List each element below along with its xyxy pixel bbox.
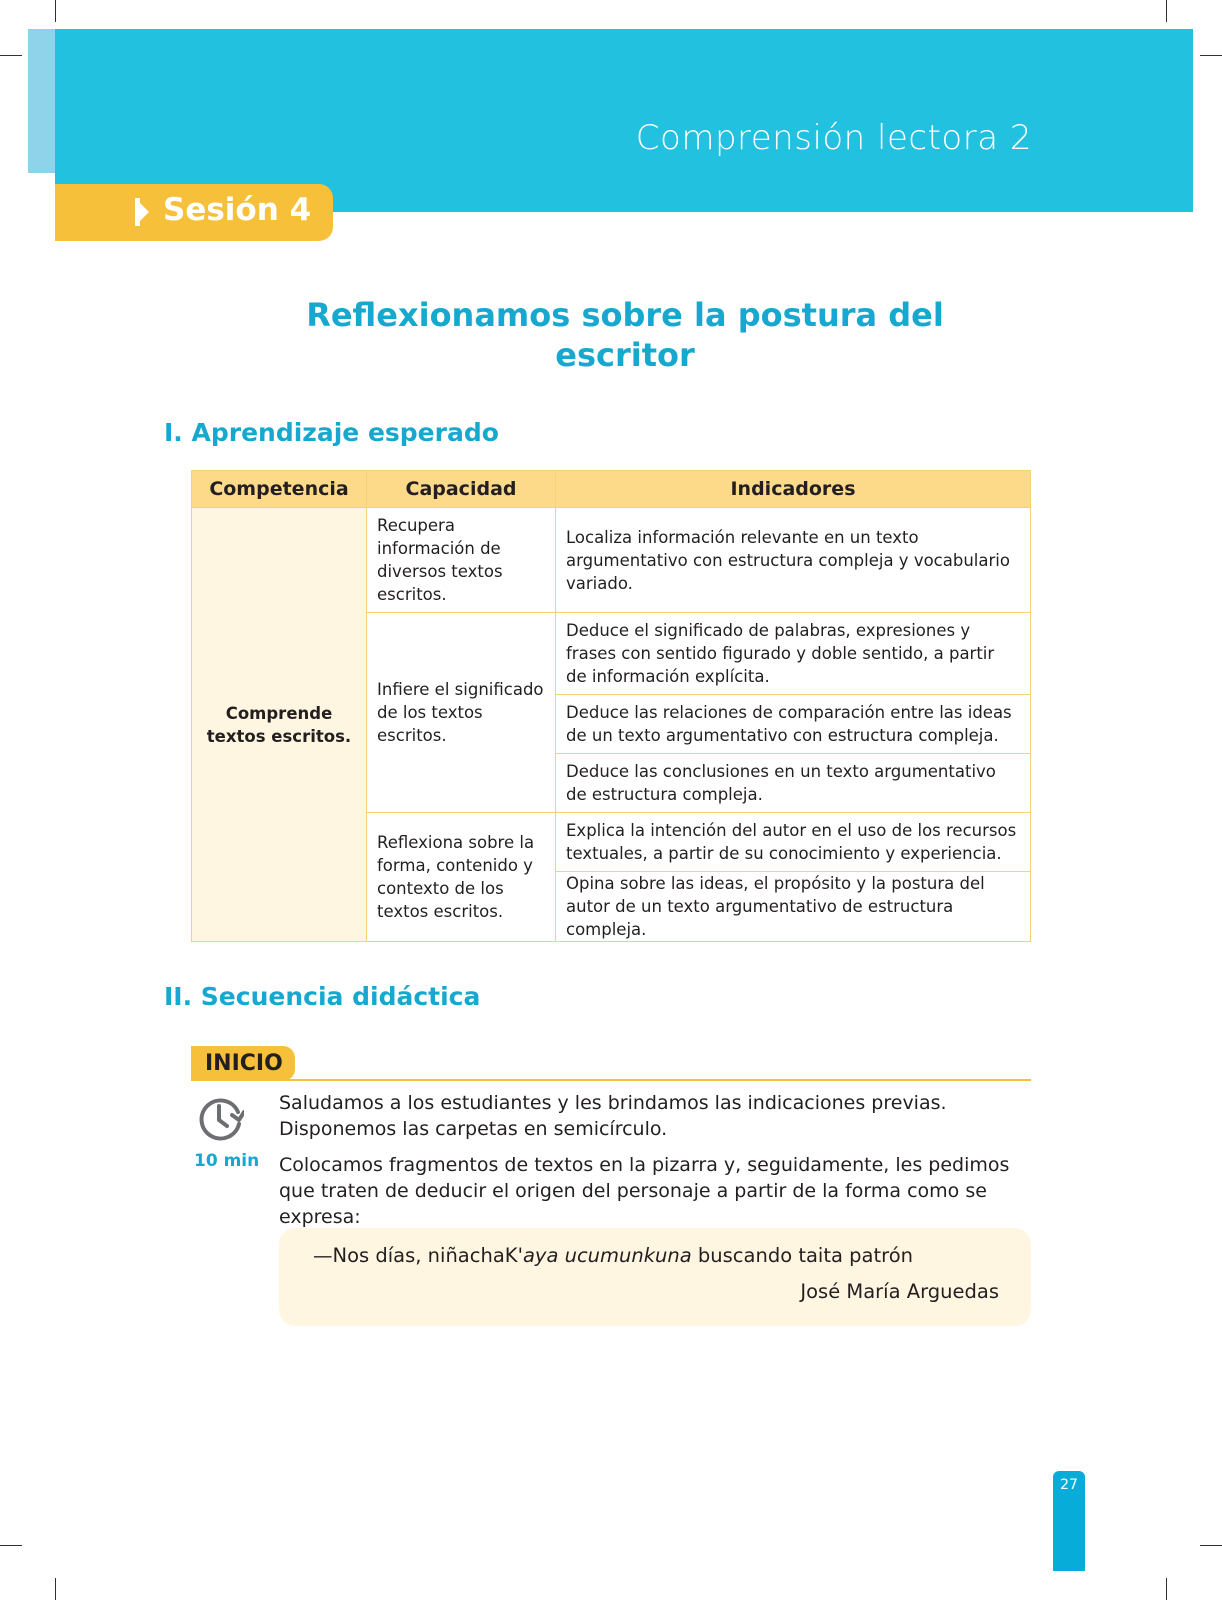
quote-italic: aya ucumunkuna bbox=[522, 1244, 692, 1267]
quote-suffix: buscando taita patrón bbox=[691, 1244, 913, 1267]
inicio-paragraph-1: Saludamos a los estudiantes y les brindamos las indicaciones previas. Disponemos las carpetas en semicírculo. bbox=[279, 1092, 947, 1140]
capacidad-cell: Reflexiona sobre la forma, contenido y contexto de los textos escritos. bbox=[367, 813, 556, 942]
crop-mark bbox=[1200, 55, 1222, 56]
clock-icon bbox=[198, 1096, 244, 1142]
inicio-paragraph-2: Colocamos fragmentos de textos en la pizarra y, seguidamente, les pedimos que traten de deducir el origen del personaje a partir de la forma como se expresa: bbox=[279, 1154, 1010, 1228]
table-header-row bbox=[192, 471, 1031, 508]
session-label: Sesión 4 bbox=[163, 192, 312, 228]
indicador-cell: Opina sobre las ideas, el propósito y la postura del autor de un texto argumentativo de estructura compleja. bbox=[556, 872, 1031, 942]
capacidad-cell: Recupera información de diversos textos escritos. bbox=[367, 508, 556, 613]
crop-mark bbox=[0, 1545, 22, 1546]
competencia-cell: Comprende textos escritos. bbox=[192, 508, 367, 942]
inicio-tab: INICIO bbox=[191, 1046, 295, 1081]
capacidad-cell: Infiere el significado de los textos escritos. bbox=[367, 613, 556, 813]
indicador-cell: Deduce las conclusiones en un texto argumentativo de estructura compleja. bbox=[556, 754, 1031, 813]
duration-label: 10 min bbox=[194, 1151, 260, 1171]
page-number: 27 bbox=[1060, 1477, 1078, 1493]
crop-mark bbox=[55, 0, 56, 22]
header-accent bbox=[28, 29, 58, 173]
quote-text bbox=[313, 1244, 913, 1267]
quote-box bbox=[279, 1228, 1031, 1326]
section-heading-secuencia: II. Secuencia didáctica bbox=[164, 982, 481, 1011]
crop-mark bbox=[55, 1578, 56, 1600]
header-competencia: Competencia bbox=[192, 471, 367, 508]
session-tab bbox=[55, 184, 333, 241]
indicador-cell: Deduce las relaciones de comparación entre las ideas de un texto argumentativo con estructura compleja. bbox=[556, 695, 1031, 754]
competency-table bbox=[191, 470, 1031, 942]
page-title-line1: Reflexionamos sobre la postura del bbox=[306, 296, 944, 334]
header-capacidad: Capacidad bbox=[367, 471, 556, 508]
book-title: Comprensión lectora 2 bbox=[635, 118, 1032, 158]
crop-mark bbox=[1166, 0, 1167, 22]
section-heading-aprendizaje: I. Aprendizaje esperado bbox=[164, 418, 499, 447]
crop-mark bbox=[1200, 1545, 1222, 1546]
inicio-divider bbox=[191, 1079, 1031, 1081]
indicador-cell: Explica la intención del autor en el uso de los recursos textuales, a partir de su conocimiento y experiencia. bbox=[556, 813, 1031, 872]
indicador-cell: Localiza información relevante en un texto argumentativo con estructura compleja y vocabulario variado. bbox=[556, 508, 1031, 613]
indicador-cell: Deduce el significado de palabras, expresiones y frases con sentido figurado y doble sentido, a partir de información explícita. bbox=[556, 613, 1031, 695]
header-indicadores: Indicadores bbox=[556, 471, 1031, 508]
play-icon bbox=[135, 198, 149, 226]
table-row bbox=[192, 508, 1031, 613]
page-title-line2: escritor bbox=[555, 336, 695, 374]
page-title bbox=[230, 295, 1020, 375]
quote-prefix: —Nos días, niñachaK' bbox=[313, 1244, 523, 1267]
quote-author: José María Arguedas bbox=[800, 1280, 999, 1303]
crop-mark bbox=[0, 55, 22, 56]
crop-mark bbox=[1166, 1578, 1167, 1600]
